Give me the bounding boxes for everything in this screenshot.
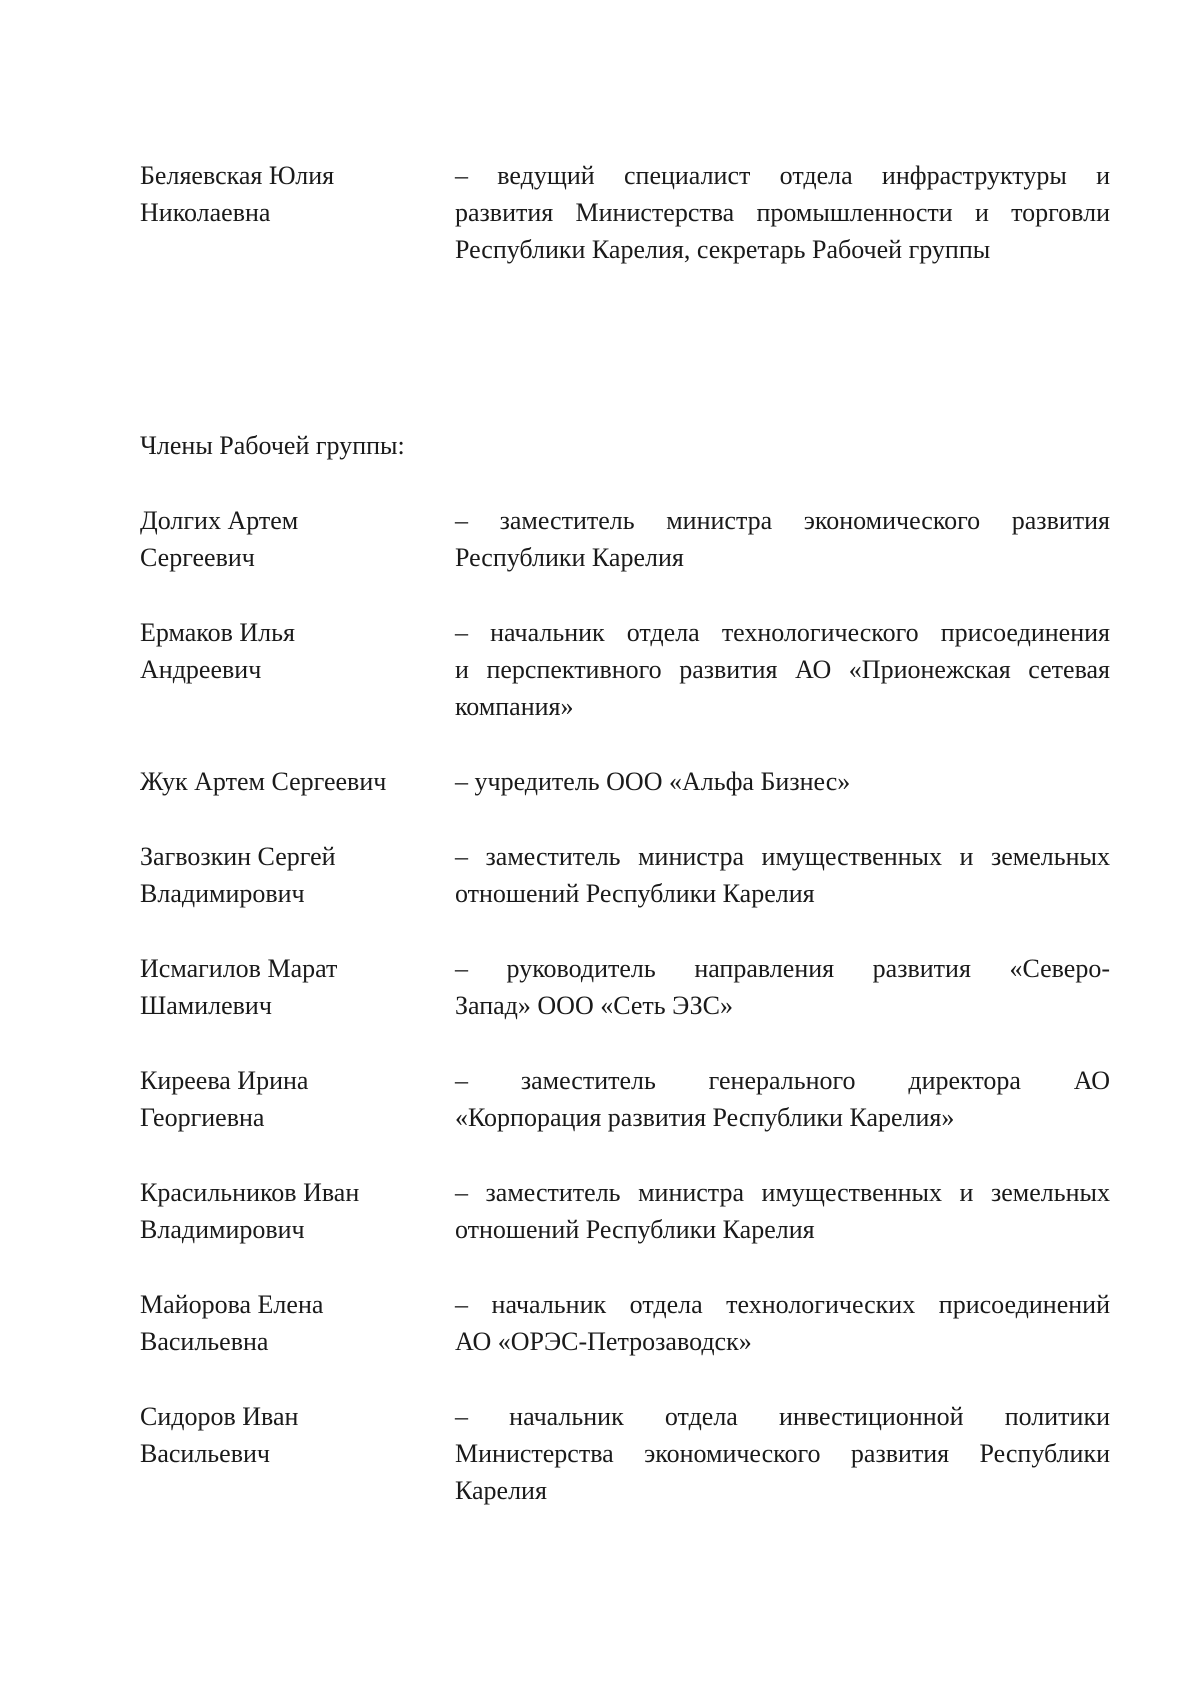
person-name-line: Владимирович xyxy=(140,879,305,908)
person-name xyxy=(140,1174,440,1248)
person-name-line: Шамилевич xyxy=(140,991,272,1020)
position-line: – начальник отдела технологических присоединений xyxy=(455,1290,1110,1319)
position-line: – заместитель министра имущественных и земельных xyxy=(455,842,1110,871)
person-name-line: Андреевич xyxy=(140,655,262,684)
person-position xyxy=(455,1062,1110,1136)
position-line: Республики Карелия, секретарь Рабочей группы xyxy=(455,235,991,264)
position-line: отношений Республики Карелия xyxy=(455,1215,815,1244)
person-name-line: Сидоров Иван xyxy=(140,1402,299,1431)
position-line: – ведущий специалист отдела инфраструктуры и xyxy=(455,161,1110,190)
position-line: АО «ОРЭС-Петрозаводск» xyxy=(455,1327,752,1356)
person-name-line: Беляевская Юлия xyxy=(140,161,335,190)
person-name xyxy=(140,763,440,800)
person-name xyxy=(140,157,440,231)
person-position xyxy=(455,763,1110,800)
position-line: компания» xyxy=(455,692,574,721)
person-name-line: Ермаков Илья xyxy=(140,618,295,647)
members-heading: Члены Рабочей группы: xyxy=(140,431,405,460)
person-name xyxy=(140,950,440,1024)
position-line: Карелия xyxy=(455,1476,547,1505)
position-line: отношений Республики Карелия xyxy=(455,879,815,908)
position-line: «Корпорация развития Республики Карелия» xyxy=(455,1103,955,1132)
person-position xyxy=(455,1398,1110,1509)
person-position xyxy=(455,838,1110,912)
position-line: – начальник отдела технологического присоединения xyxy=(455,618,1110,647)
person-name-line: Владимирович xyxy=(140,1215,305,1244)
position-line: – заместитель генерального директора АО xyxy=(455,1066,1110,1095)
person-name-line: Жук Артем Сергеевич xyxy=(140,767,387,796)
person-name xyxy=(140,1286,440,1360)
person-name-line: Красильников Иван xyxy=(140,1178,360,1207)
person-name xyxy=(140,838,440,912)
position-line: – руководитель направления развития «Северо- xyxy=(455,954,1110,983)
person-name-line: Васильевич xyxy=(140,1439,270,1468)
person-name xyxy=(140,502,440,576)
person-position xyxy=(455,1286,1110,1360)
person-name-line: Сергеевич xyxy=(140,543,255,572)
person-name-line: Николаевна xyxy=(140,198,271,227)
person-name-line: Георгиевна xyxy=(140,1103,265,1132)
person-position xyxy=(455,157,1110,268)
position-line: Запад» ООО «Сеть ЭЗС» xyxy=(455,991,734,1020)
position-line: Министерства экономического развития Республики xyxy=(455,1439,1110,1468)
position-line: – заместитель министра экономического развития xyxy=(455,506,1110,535)
person-position xyxy=(455,950,1110,1024)
person-position xyxy=(455,502,1110,576)
person-name-line: Долгих Артем xyxy=(140,506,299,535)
position-line: – начальник отдела инвестиционной политики xyxy=(455,1402,1110,1431)
person-position xyxy=(455,1174,1110,1248)
person-name-line: Исмагилов Марат xyxy=(140,954,338,983)
position-line: Республики Карелия xyxy=(455,543,684,572)
person-name-line: Васильевна xyxy=(140,1327,269,1356)
person-position xyxy=(455,614,1110,725)
person-name-line: Майорова Елена xyxy=(140,1290,324,1319)
position-line: – учредитель ООО «Альфа Бизнес» xyxy=(455,767,851,796)
person-name-line: Загвозкин Сергей xyxy=(140,842,336,871)
person-name xyxy=(140,1062,440,1136)
person-name xyxy=(140,1398,440,1472)
person-name xyxy=(140,614,440,688)
position-line: и перспективного развития АО «Прионежская сетевая xyxy=(455,655,1110,684)
person-name-line: Киреева Ирина xyxy=(140,1066,309,1095)
position-line: развития Министерства промышленности и торговли xyxy=(455,198,1110,227)
position-line: – заместитель министра имущественных и земельных xyxy=(455,1178,1110,1207)
